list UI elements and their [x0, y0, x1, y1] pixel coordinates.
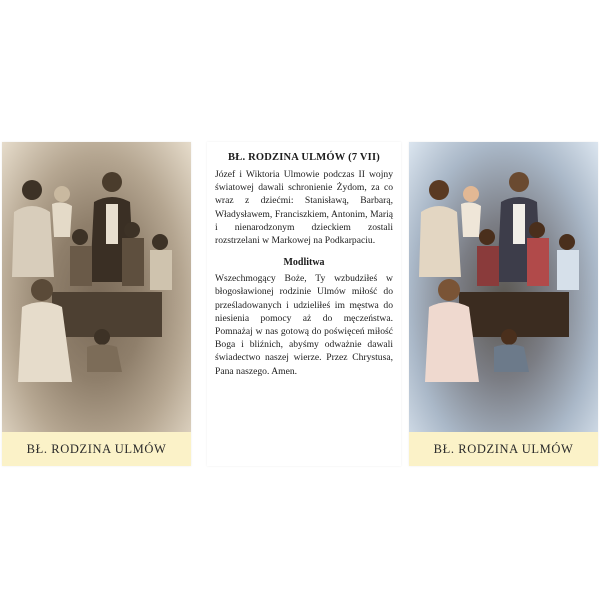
holy-card-sepia: [2, 142, 191, 466]
holy-card-text: [207, 142, 401, 466]
card-caption: BŁ. RODZINA ULMÓW: [2, 432, 191, 466]
family-photo-sepia: [2, 142, 191, 432]
prayer-text: Wszechmogący Boże, Ty wzbudziłeś w błogosławionej rodzinie Ulmów miłość do prześladowanych i udzieliłeś im męstwa do niesienia pomocy aż do męczeństwa. Pomnażaj w nas gotową do poświęceń miłość Boga i bliźnich, abyśmy odważnie dawali świadectwo naszej wierze. Przez Chrystusa, Pana naszego. Amen.: [215, 273, 393, 377]
prayer-heading: Modlitwa: [283, 257, 325, 269]
biography-text: Józef i Wiktoria Ulmowie podczas II wojny światowej dawali schronienie Żydom, za co wraz z dziećmi: Stanisławą, Barbarą, Władysławem, Franciszkiem, Antonim, Marią i nienarodzonym dzieckiem zostali rozstrzelani w Markowej na Podkarpaciu.: [215, 169, 393, 247]
holy-card-color: [409, 142, 598, 466]
family-photo-color: [409, 142, 598, 432]
card-caption: BŁ. RODZINA ULMÓW: [409, 432, 598, 466]
text-card-title: BŁ. RODZINA ULMÓW (7 VII): [228, 152, 380, 163]
